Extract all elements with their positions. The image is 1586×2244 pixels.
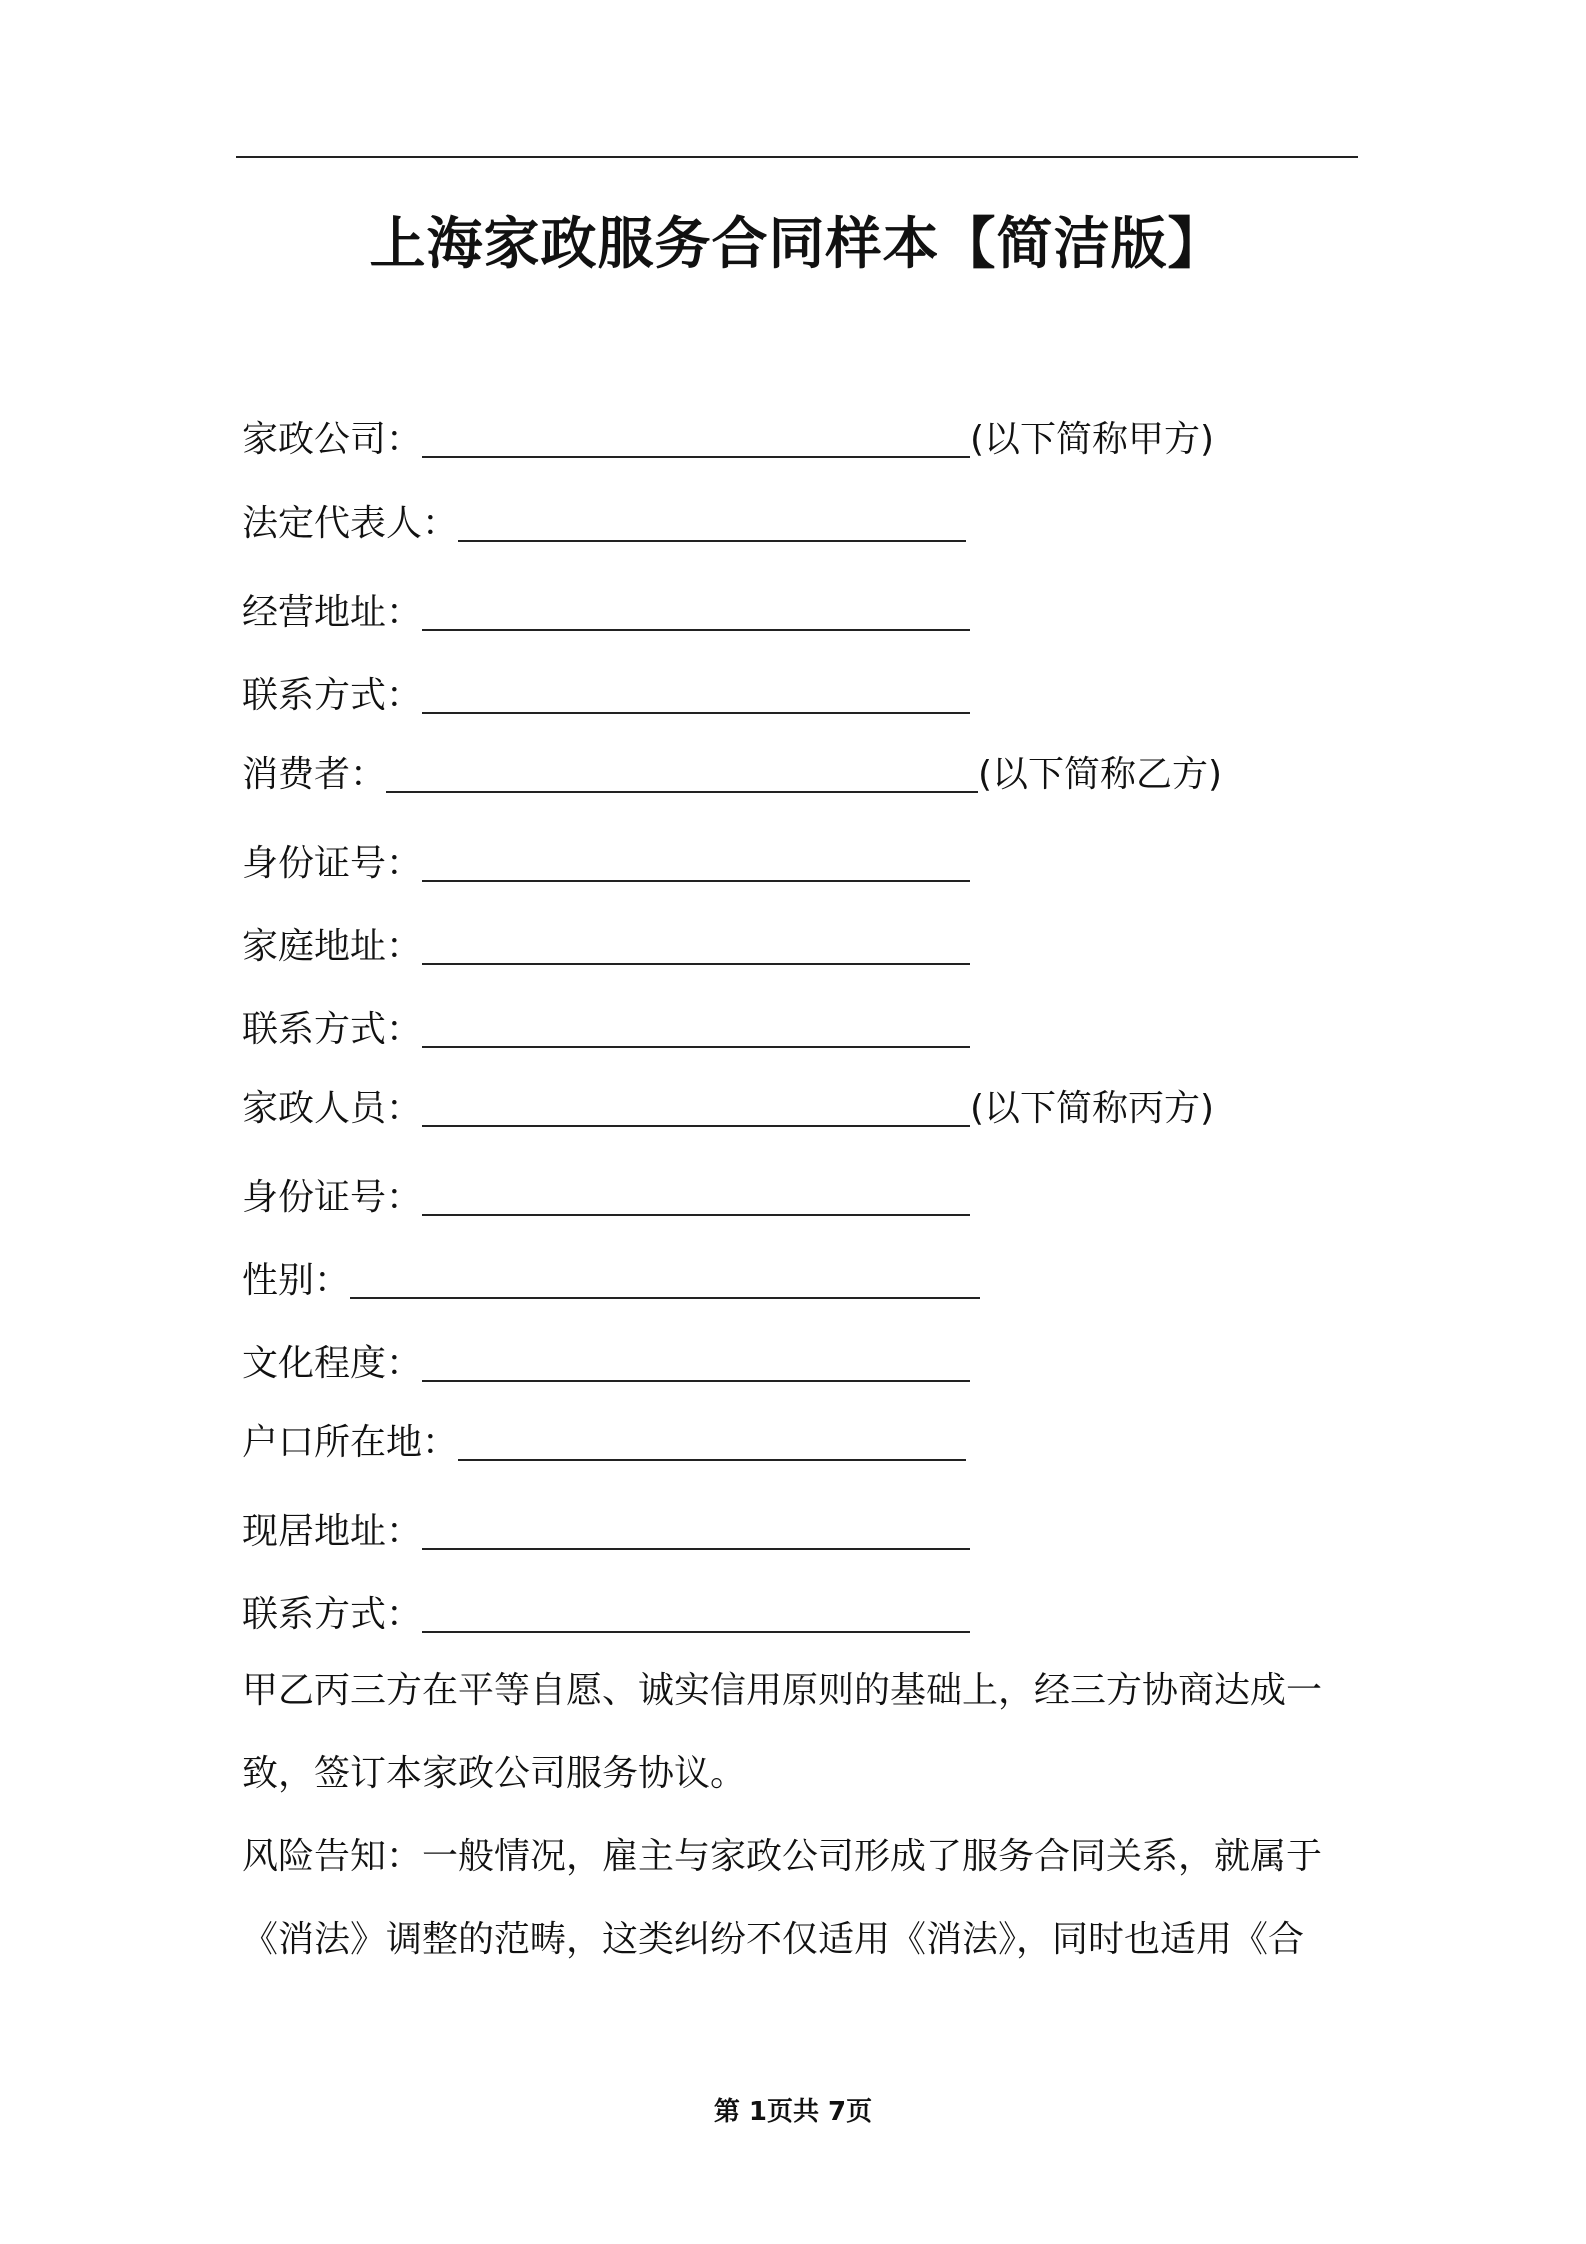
blank-line (422, 923, 970, 965)
blank-line (422, 1006, 970, 1048)
field-label: 性别： (242, 1260, 351, 1301)
field-gender (242, 1251, 980, 1307)
field-label: 家政公司： (242, 419, 423, 460)
field-suffix: (以下简称乙方) (978, 754, 1223, 795)
field-label: 家庭地址： (242, 926, 423, 967)
field-label: 户口所在地： (242, 1422, 459, 1463)
field-label: 身份证号： (242, 843, 423, 884)
field-legal-representative (242, 494, 966, 550)
agreement-paragraph-line-2: 致，签订本家政公司服务协议。 (242, 1753, 747, 1794)
agreement-paragraph-line-1: 甲乙丙三方在平等自愿、诚实信用原则的基础上，经三方协商达成一 (242, 1670, 1323, 1711)
field-label: 联系方式： (242, 1009, 423, 1050)
field-consumer (242, 745, 1222, 801)
field-label: 联系方式： (242, 1594, 423, 1635)
blank-line (422, 589, 970, 631)
blank-line (422, 1340, 970, 1382)
field-company-contact (242, 666, 970, 722)
field-company (242, 410, 1214, 466)
blank-line (422, 1174, 970, 1216)
field-home-address (242, 917, 970, 973)
field-worker-contact (242, 1585, 970, 1641)
page-number: 第 1页共 7页 (713, 2097, 873, 2127)
field-label: 现居地址： (242, 1511, 423, 1552)
risk-notice-line-2: 《消法》调整的范畴，这类纠纷不仅适用《消法》，同时也适用《合 (242, 1919, 1305, 1960)
blank-line (386, 751, 978, 793)
field-suffix: (以下简称甲方) (970, 419, 1215, 460)
field-label: 身份证号： (242, 1177, 423, 1218)
field-label: 法定代表人： (242, 503, 459, 544)
field-worker-id (242, 1168, 970, 1224)
blank-line (458, 500, 966, 542)
field-consumer-id (242, 834, 970, 890)
blank-line (422, 1591, 970, 1633)
field-label: 文化程度： (242, 1343, 423, 1384)
document-title: 上海家政服务合同样本【简洁版】 (369, 212, 1225, 277)
field-consumer-contact (242, 1000, 970, 1056)
field-business-address (242, 583, 970, 639)
risk-notice-line-1: 风险告知：一般情况，雇主与家政公司形成了服务合同关系，就属于 (242, 1836, 1323, 1877)
blank-line (422, 672, 970, 714)
blank-line (458, 1419, 966, 1461)
field-suffix: (以下简称丙方) (970, 1088, 1215, 1129)
blank-line (422, 1508, 970, 1550)
field-label: 家政人员： (242, 1088, 423, 1129)
field-worker (242, 1079, 1214, 1135)
field-label: 消费者： (242, 754, 387, 795)
field-household-registration (242, 1413, 966, 1469)
blank-line (350, 1257, 980, 1299)
blank-line (422, 1085, 970, 1127)
field-label: 联系方式： (242, 675, 423, 716)
blank-line (422, 840, 970, 882)
header-rule (236, 156, 1358, 158)
field-education (242, 1334, 970, 1390)
blank-line (422, 416, 970, 458)
field-label: 经营地址： (242, 592, 423, 633)
field-current-address (242, 1502, 970, 1558)
